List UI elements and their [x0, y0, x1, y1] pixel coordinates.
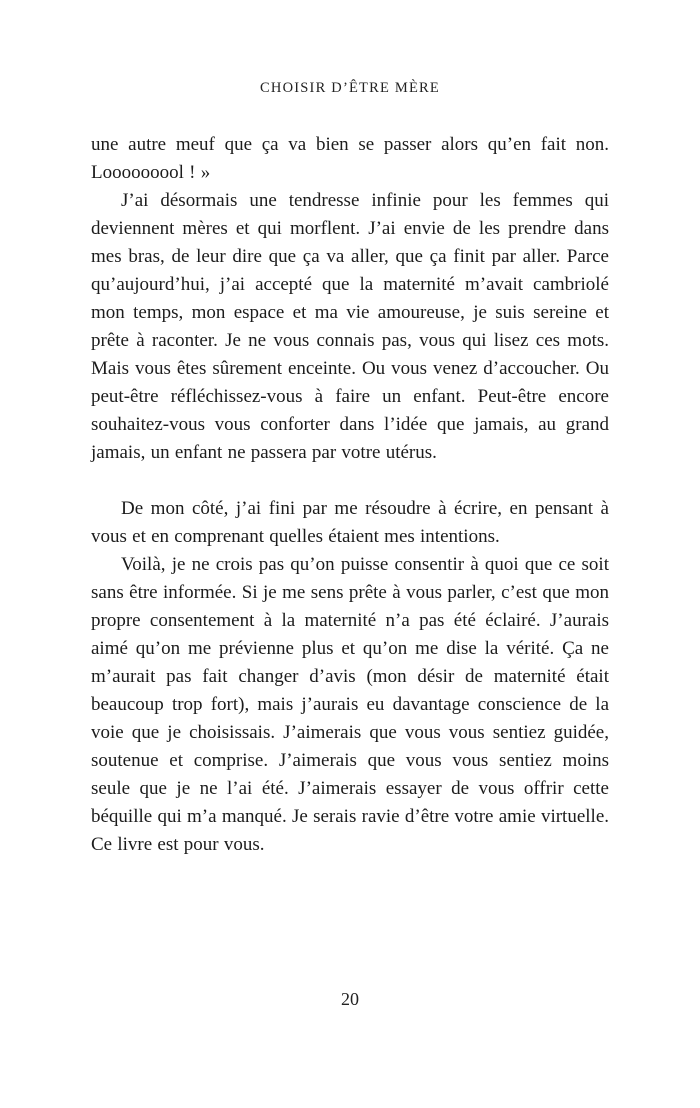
page-number: 20	[341, 989, 359, 1009]
body-paragraph: J’ai désormais une tendresse infinie pour les femmes qui deviennent mères et qui morflent. J’ai envie de les prendre dans mes bras, de leur dire que ça va aller, que ça finit par aller. Parce qu’aujourd’hui, j’ai accepté que la maternité m’avait cambriolé mon temps, mon espace et ma vie amoureuse, je suis sereine et prête à raconter. Je ne vous connais pas, vous qui lisez ces mots. Mais vous êtes sûrement enceinte. Ou vous venez d’accoucher. Ou peut-être réfléchissez-vous à faire un enfant. Peut-être encore souhaitez-vous vous conforter dans l’idée que jamais, au grand jamais, un enfant ne passera par votre utérus.	[91, 190, 609, 463]
text-block	[91, 131, 609, 859]
body-paragraph: De mon côté, j’ai fini par me résoudre à écrire, en pensant à vous et en comprenant quelles étaient mes intentions.	[91, 498, 609, 547]
running-head: CHOISIR D’ÊTRE MÈRE	[260, 80, 440, 96]
body-paragraph: Voilà, je ne crois pas qu’on puisse consentir à quoi que ce soit sans être informée. Si je me sens prête à vous parler, c’est que mon propre consentement à la maternité n’a pas été éclairé. J’aurais aimé qu’on me prévienne plus et qu’on me dise la vérité. Ça ne m’aurait pas fait changer d’avis (mon désir de maternité était beaucoup trop fort), mais j’aurais eu davantage conscience de la voie que je choisissais. J’aimerais que vous vous sentiez guidée, soutenue et comprise. J’aimerais que vous vous sentiez moins seule que je ne l’ai été. J’aimerais essayer de vous offrir cette béquille qui m’a manqué. Je serais ravie d’être votre amie virtuelle. Ce livre est pour vous.	[91, 554, 609, 855]
body-paragraph: une autre meuf que ça va bien se passer alors qu’en fait non. Looooooool ! »	[91, 134, 609, 183]
